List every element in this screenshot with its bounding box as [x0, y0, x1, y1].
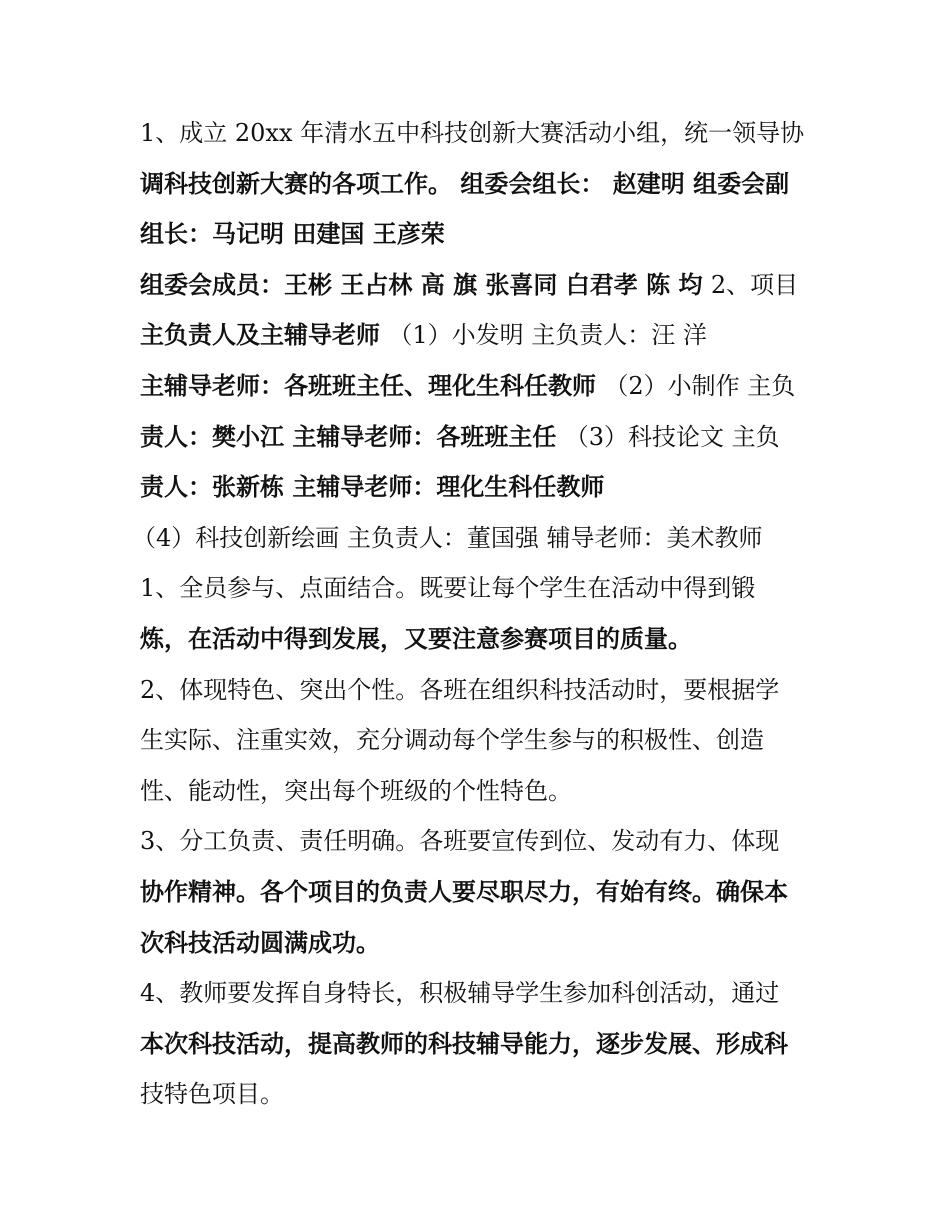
text-segment: 3、分工负责、责任明确。各班要宣传到位、发动有力、体现	[140, 827, 780, 856]
text-segment: 责人：樊小江 主辅导老师：各班班主任	[140, 422, 565, 451]
text-line	[140, 462, 820, 513]
text-segment: 生实际、注重实效，充分调动每个学生参与的积极性、创造	[140, 726, 764, 755]
text-line	[140, 159, 820, 210]
text-line	[140, 209, 820, 260]
text-line	[140, 260, 820, 311]
text-segment: 主辅导老师：各班班主任、理化生科任教师	[140, 371, 605, 400]
document-body	[132, 108, 820, 1120]
text-segment: 次科技活动圆满成功。	[140, 928, 380, 957]
text-segment: 2、项目	[710, 270, 799, 299]
text-segment: 技特色项目。	[140, 1080, 284, 1109]
text-line	[140, 614, 820, 665]
text-line	[140, 665, 820, 716]
text-line	[140, 715, 820, 766]
text-line	[140, 361, 820, 412]
text-segment: 组委会成员：王彬 王占林 高 旗 张喜同 白君孝 陈 均	[140, 270, 711, 299]
text-segment: 1、成立 20xx 年清水五中科技创新大赛活动小组，统一领导协	[140, 119, 805, 147]
text-segment: 1、全员参与、点面结合。既要让每个学生在活动中得到锻	[140, 574, 756, 603]
text-segment: （3）科技论文 主负	[564, 422, 780, 451]
text-line	[140, 867, 820, 918]
text-segment: （2）小制作 主负	[604, 371, 796, 400]
text-segment: （1）小发明 主负责人：汪 洋	[388, 321, 707, 350]
text-line	[140, 412, 820, 463]
text-line	[140, 1019, 820, 1070]
text-line	[140, 766, 820, 817]
text-segment: 性、能动性，突出每个班级的个性特色。	[140, 776, 572, 805]
text-segment: 本次科技活动，提高教师的科技辅导能力，逐步发展、形成科	[140, 1029, 788, 1058]
text-line	[140, 968, 820, 1019]
text-segment: 组长：马记明 田建国 王彦荣	[140, 220, 445, 249]
text-segment: 炼，在活动中得到发展，又要注意参赛项目的质量。	[140, 624, 692, 653]
text-line	[140, 563, 820, 614]
text-line	[140, 108, 820, 159]
text-line	[140, 918, 820, 969]
text-line	[140, 310, 820, 361]
text-segment: 责人：张新栋 主辅导老师：理化生科任教师	[140, 473, 605, 502]
text-segment: 协作精神。各个项目的负责人要尽职尽力，有始有终。确保本	[140, 877, 788, 906]
text-segment: 4、教师要发挥自身特长，积极辅导学生参加科创活动，通过	[140, 979, 780, 1008]
text-line	[132, 513, 820, 564]
text-segment: 调科技创新大赛的各项工作。 组委会组长： 赵建明 组委会副	[140, 169, 790, 198]
text-segment: 2、体现特色、突出个性。各班在组织科技活动时，要根据学	[140, 675, 780, 704]
text-segment: （4）科技创新绘画 主负责人：董国强 辅导老师：美术教师	[132, 523, 763, 552]
text-segment: 主负责人及主辅导老师	[140, 321, 389, 350]
text-line	[140, 816, 820, 867]
text-line	[140, 1069, 820, 1120]
